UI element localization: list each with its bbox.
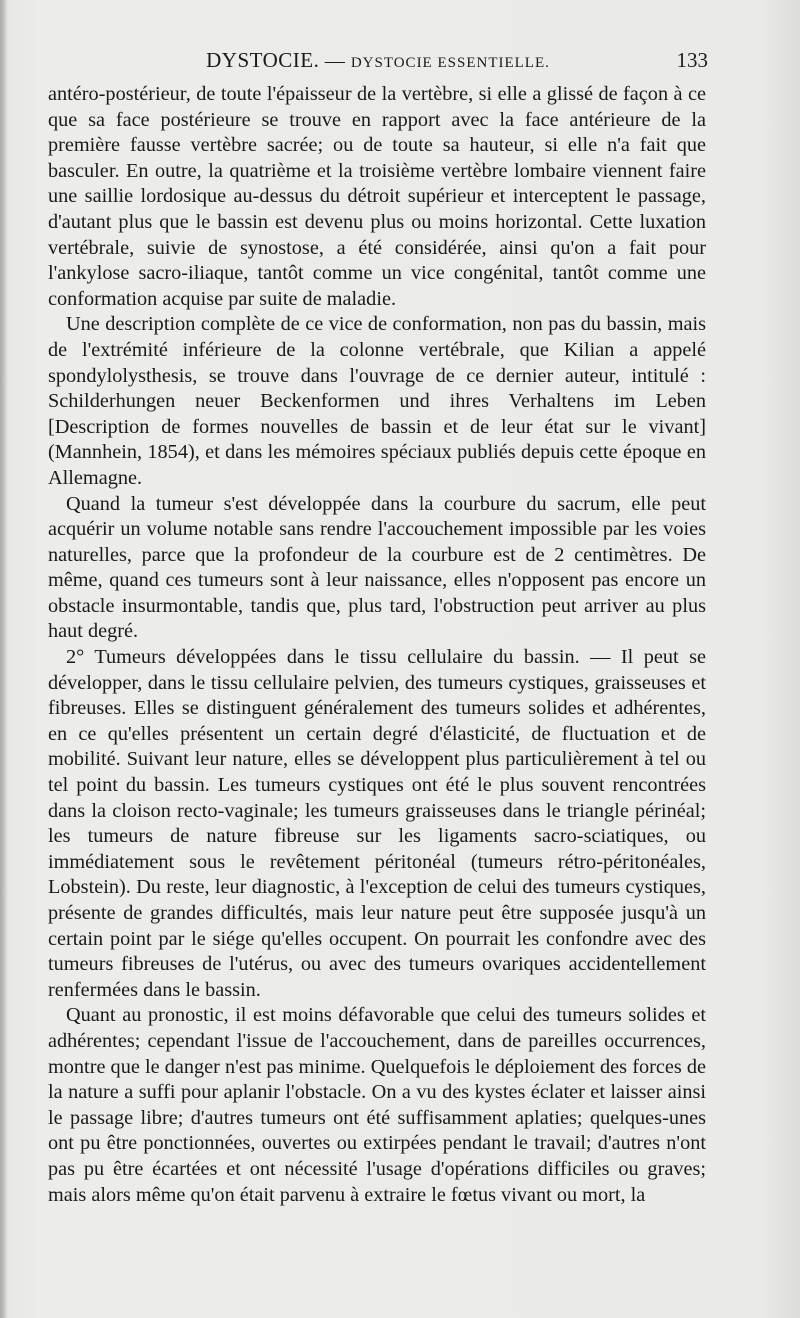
running-head-sub: DYSTOCIE ESSENTIELLE.: [350, 55, 550, 71]
running-head-main: DYSTOCIE.: [206, 48, 320, 72]
paragraph-2: Une description complète de ce vice de conformation, non pas du bassin, mais de l'extrémité inférieure de la colonne vertébrale, que Kilian a appelé spondylolysthesis, se trouve dans l'ouvrage de ce dernier auteur, intitulé : Schilderhungen neuer Beckenformen und ihres Verhaltens im Leben [Description de formes nouvelles de bassin et de leur état sur le vivant] (Mannhein, 1854), et dans les mémoires spéciaux publiés depuis cette époque en Allemagne.: [48, 313, 706, 489]
page-gutter-shadow: [0, 0, 8, 1318]
paragraph-1: antéro-postérieur, de toute l'épaisseur de la vertèbre, si elle a glissé de façon à ce que sa face postérieure se trouve en rapport avec la face antérieure de la première fausse vertèbre sacrée; ou de toute sa hauteur, si elle n'a fait que basculer. En outre, la quatrième et la troisième vertèbre lombaire viennent faire une saillie lordosique au-dessus du détroit supérieur et interceptent le passage, d'autant plus que le bassin est devenu plus ou moins horizontal. Cette luxation vertébrale, suivie de synostose, a été considérée, ainsi qu'on a fait pour l'ankylose sacro-iliaque, tantôt comme un vice congénital, tantôt comme une conformation acquise par suite de maladie.: [48, 83, 706, 310]
paragraph-4: 2° Tumeurs développées dans le tissu cellulaire du bassin. — Il peut se développer, dans le tissu cellulaire pelvien, des tumeurs cystiques, graisseuses et fibreuses. Elles se distinguent généralement des tumeurs solides et adhérentes, en ce qu'elles présentent un certain degré d'élasticité, de fluctuation et de mobilité. Suivant leur nature, elles se développent plus particulièrement à tel ou tel point du bassin. Les tumeurs cystiques ont été le plus souvent rencontrées dans la cloison recto-vaginale; les tumeurs graisseuses dans le triangle périnéal; les tumeurs de nature fibreuse sur les ligaments sacro-sciatiques, ou immédiatement sous le revêtement péritonéal (tumeurs rétro-péritonéales, Lobstein). Du reste, leur diagnostic, à l'exception de celui des tumeurs cystiques, présente de grandes difficultés, mais leur nature peut être supposée jusqu'à un certain point par le siége qu'elles occupent. On pourrait les confondre avec des tumeurs fibreuses de l'utérus, ou avec des tumeurs ovariques accidentellement renfermées dans le bassin.: [48, 646, 706, 1001]
running-head-separator: —: [324, 50, 346, 72]
paragraph-5: Quant au pronostic, il est moins défavorable que celui des tumeurs solides et adhérentes; cependant l'issue de l'accouchement, dans de pareilles occurrences, montre que le danger n'est pas minime. Quelquefois le déploiement des forces de la nature a suffi pour aplanir l'obstacle. On a vu des kystes éclater et laisser ainsi le passage libre; d'autres tumeurs ont été suffisamment aplaties; quelques-unes ont pu être ponctionnées, ouvertes ou extirpées pendant le travail; d'autres n'ont pas pu être écartées et ont nécessité l'usage d'opérations difficiles ou graves; mais alors même qu'on était parvenu à extraire le fœtus vivant ou mort, la: [48, 1004, 706, 1206]
running-head: [48, 48, 708, 73]
page-header: [48, 44, 708, 78]
body-text: [48, 82, 706, 1208]
page-number: 133: [676, 48, 708, 72]
paragraph-3: Quand la tumeur s'est développée dans la courbure du sacrum, elle peut acquérir un volume notable sans rendre l'accouchement impossible par les voies naturelles, parce que la profondeur de la courbure est de 2 centimètres. De même, quand ces tumeurs sont à leur naissance, elles n'opposent pas encore un obstacle insurmontable, tandis que, plus tard, l'obstruction peut arriver au plus haut degré.: [48, 492, 706, 643]
